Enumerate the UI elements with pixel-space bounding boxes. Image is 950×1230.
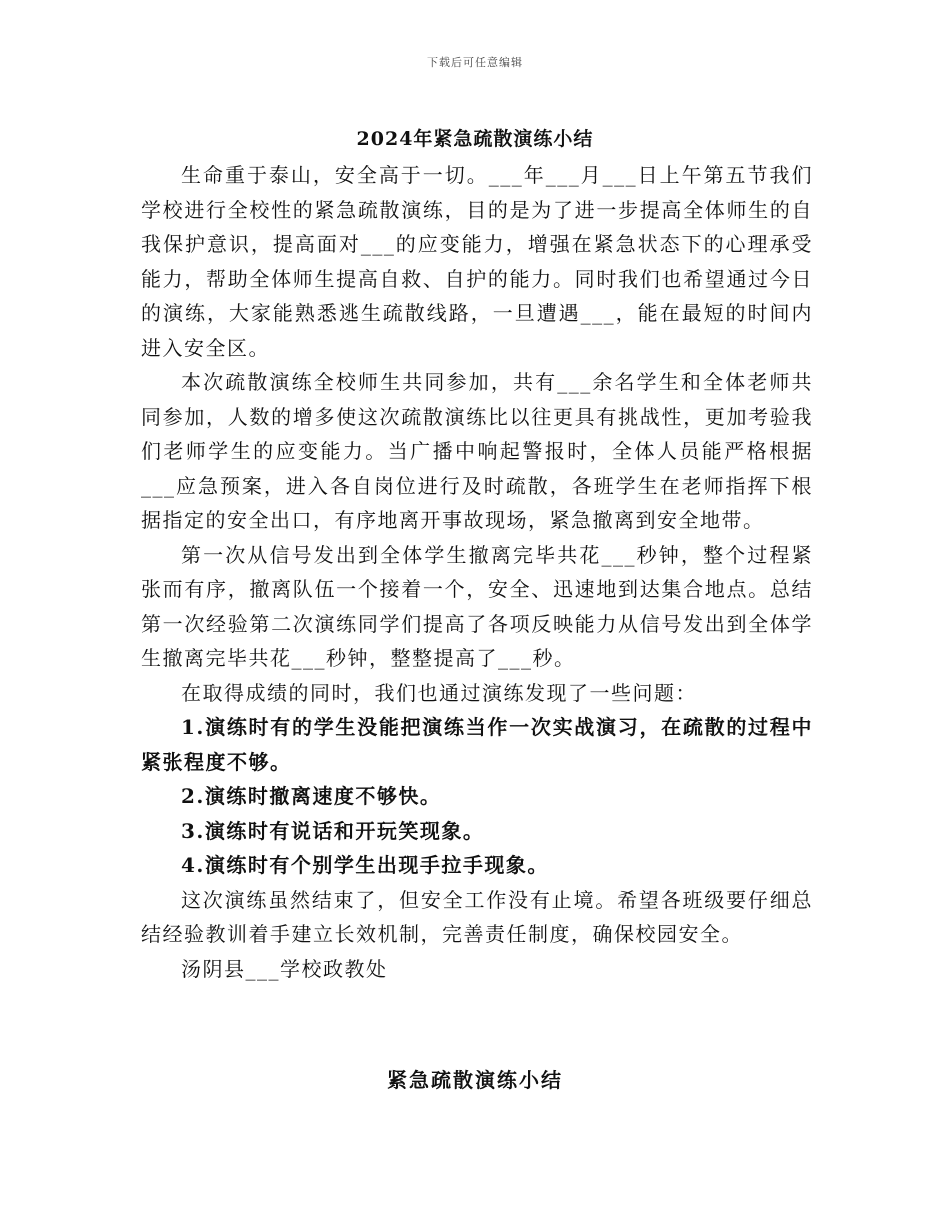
paragraph-intro: 生命重于泰山，安全高于一切。___年___月___日上午第五节我们学校进行全校性的紧急疏散演练，目的是为了进一步提高全体师生的自我保护意识，提高面对___的应变能力，增强在紧急状态下的心理承受能力，帮助全体师生提高自救、自护的能力。同时我们也希望通过今日的演练，大家能熟悉逃生疏散线路，一旦遭遇___，能在最短的时间内进入安全区。 [141,163,813,360]
document-body [141,158,813,986]
next-section-title: 紧急疏散演练小结 [387,1068,563,1092]
problem-item-2: 2.演练时撤离速度不够快。 [181,784,442,808]
document-title: 2024年紧急疏散演练小结 [356,128,594,150]
signature: 汤阴县___学校政教处 [181,956,388,981]
paragraph-closing: 这次演练虽然结束了，但安全工作没有止境。希望各班级要仔细总结经验教训着手建立长效机制，完善责任制度，确保校园安全。 [141,887,813,946]
header-note: 下载后可任意编辑 [427,56,523,69]
problem-item-3: 3.演练时有说话和开玩笑现象。 [181,818,485,843]
problem-item-1: 1.演练时有的学生没能把演练当作一次实战演习，在疏散的过程中紧张程度不够。 [141,715,813,774]
problem-item-4: 4.演练时有个别学生出现手拉手现象。 [181,853,549,877]
paragraph-results: 第一次从信号发出到全体学生撤离完毕共花___秒钟，整个过程紧张而有序，撤离队伍一个接着一个，安全、迅速地到达集合地点。总结第一次经验第二次演练同学们提高了各项反映能力从信号发出到全体学生撤离完毕共花___秒钟，整整提高了___秒。 [141,542,813,670]
paragraph-problems-intro: 在取得成绩的同时，我们也通过演练发现了一些问题： [181,680,697,705]
paragraph-participation: 本次疏散演练全校师生共同参加，共有___余名学生和全体老师共同参加，人数的增多使这次疏散演练比以往更具有挑战性，更加考验我们老师学生的应变能力。当广播中响起警报时，全体人员能严格根据___应急预案，进入各自岗位进行及时疏散，各班学生在老师指挥下根据指定的安全出口，有序地离开事故现场，紧急撤离到安全地带。 [141,370,813,532]
